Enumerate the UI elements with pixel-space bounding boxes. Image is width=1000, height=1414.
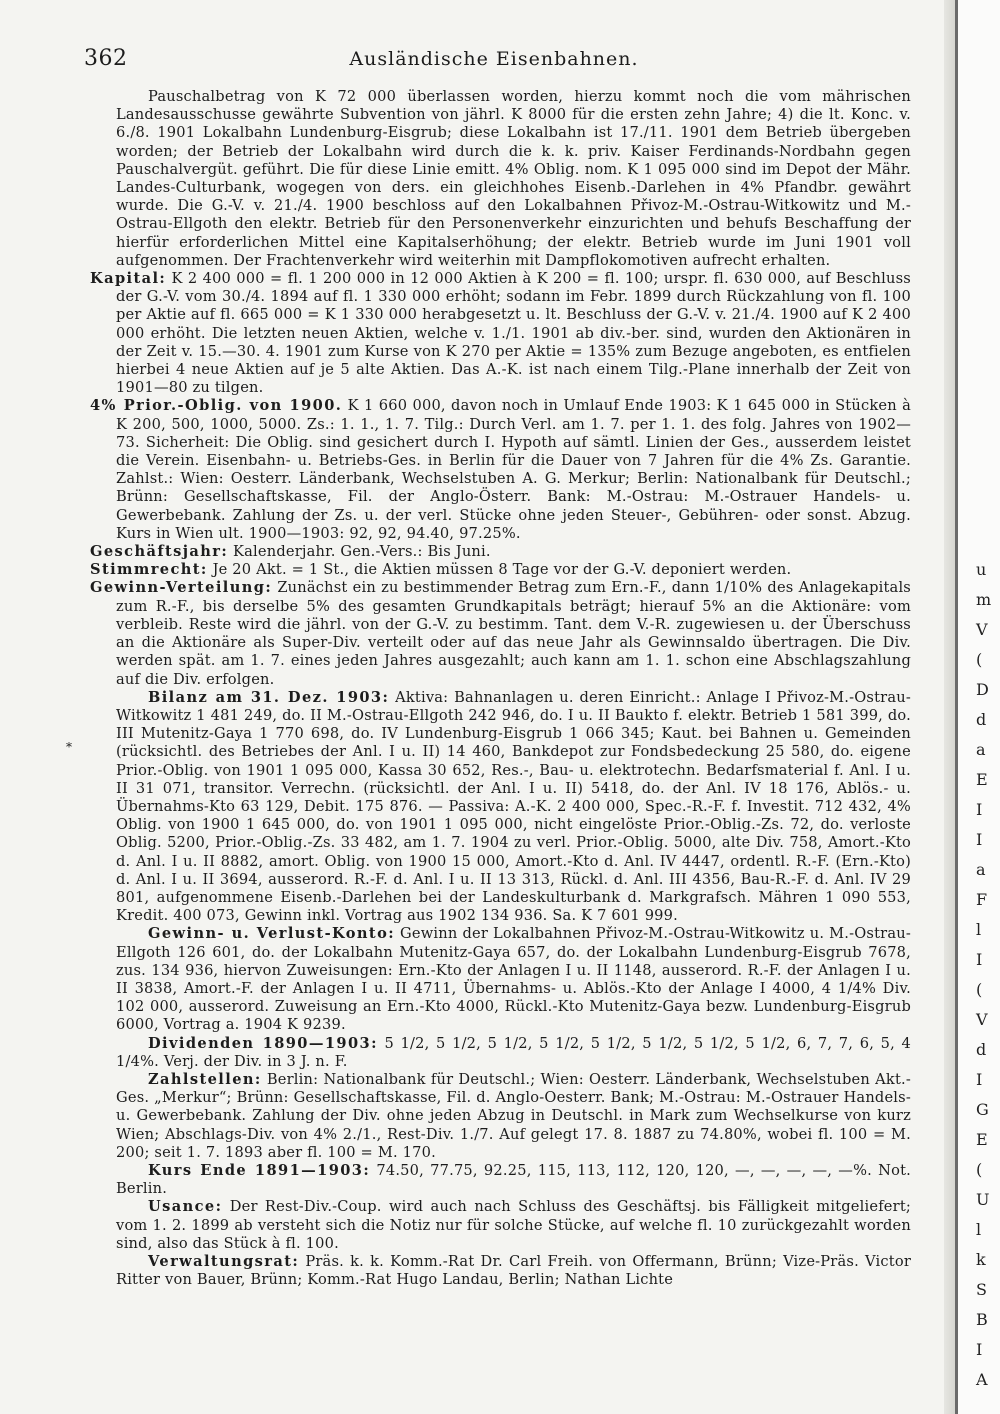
gutter-letter: F: [976, 890, 988, 909]
gutter-letter: u: [976, 560, 987, 579]
gutter-letter: I: [976, 1070, 983, 1089]
paragraph-text: Der Rest-Div.-Coup. wird auch nach Schluss des Geschäftsj. bis Fälligkeit mitgeliefert; vom 1. 2. 1899 ab versteht sich die Notiz nur für solche Stücke, auf welche fl. 10 zurückgezahlt worden sind, also das Stück à fl. 100.: [116, 1198, 911, 1252]
gutter-letter: A: [976, 1370, 988, 1389]
paragraph-text: K 2 400 000 = fl. 1 200 000 in 12 000 Aktien à K 200 = fl. 100; urspr. fl. 630 000, auf Beschluss der G.-V. vom 30./4. 1894 auf fl. 1 330 000 erhöht; sodann im Febr. 1899 durch Rückzahlung von fl. 100 per Aktie auf fl. 665 000 = K 1 330 000 herabgesetzt u. lt. Beschluss der G.-V. v. 21./4. 1900 auf K 2 400 000 erhöht. Die letzten neuen Aktien, welche v. 1./1. 1901 ab div.-ber. sind, wurden den Aktionären in der Zeit v. 15.—30. 4. 1901 zum Kurse von K 270 per Aktie = 135% zum Bezuge angeboten, es entfielen hierbei 4 neue Aktien auf je 5 alte Aktien. Das A.-K. ist nach einem Tilg.-Plane innerhalb der Zeit von 1901—80 zu tilgen.: [116, 270, 911, 397]
gutter-letter: d: [976, 710, 987, 729]
paragraph-zahlstellen: [116, 1071, 911, 1162]
paragraph-gewinn-verteilung: [90, 579, 911, 688]
adjacent-page-edge: [955, 0, 1000, 1414]
gutter-letter: I: [976, 1340, 983, 1359]
paragraph-heading: Verwaltungsrat:: [148, 1253, 300, 1270]
margin-mark: *: [66, 740, 72, 754]
paragraph-heading: Kapital:: [90, 270, 167, 288]
gutter-letter: m: [976, 590, 992, 609]
paragraph-heading: Gewinn- u. Verlust-Konto:: [148, 925, 395, 943]
paragraph-heading: Dividenden 1890—1903:: [148, 1034, 378, 1052]
paragraph-dividenden: [116, 1035, 911, 1071]
gutter-letter: a: [976, 860, 986, 879]
running-title: Ausländische Eisenbahnen.: [349, 48, 639, 70]
document-body: [90, 88, 912, 1289]
gutter-letter: l: [976, 1220, 982, 1239]
paragraph-heading: Zahlstellen:: [148, 1070, 262, 1088]
gutter-letter: I: [976, 830, 983, 849]
paragraph-text: K 1 660 000, davon noch in Umlauf Ende 1903: K 1 645 000 in Stücken à K 200, 500, 1000, 5000. Zs.: 1. 1., 1. 7. Tilg.: Durch Verl. am 1. 7. per 1. 1. des folg. Jahres von 1902—73. Sicherheit: Die Oblig. sind gesichert durch I. Hypoth auf sämtl. Linien der Ges., ausserdem leistet die Verein. Eisenbahn- u. Betriebs-Ges. in Berlin für die Dauer von 7 Jahren für die 4% Zs. Garantie. Zahlst.: Wien: Oesterr. Länderbank, Wechselstuben A. G. Merkur; Berlin: Nationalbank für Deutschl.; Brünn: Gesellschaftskasse, Fil. der Anglo-Österr. Bank: M.-Ostrau: M.-Ostrauer Handels- u. Gewerbebank. Zahlung der Zs. u. der verl. Stücke ohne jeden Steuer-, Gebühren- oder sonst. Abzug. Kurs in Wien ult. 1900—1903: 92, 92, 94.40, 97.25%.: [116, 397, 912, 542]
paragraph-geschaeftsjahr: [90, 543, 911, 561]
paragraph-text: Präs. k. k. Komm.-Rat Dr. Carl Freih. von Offermann, Brünn; Vize-Präs. Victor Ritter von Bauer, Brünn; Komm.-Rat Hugo Landau, Berlin; Nathan Lichte: [116, 1253, 912, 1289]
page-header: [84, 46, 904, 76]
gutter-letter: E: [976, 1130, 988, 1149]
paragraph-text: 74.50, 77.75, 92.25, 115, 113, 112, 120, 120, —, —, —, —, —%. Not. Berlin.: [116, 1161, 912, 1198]
paragraph-intro: [116, 88, 911, 270]
paragraph-text: Zunächst ein zu bestimmender Betrag zum Ern.-F., dann 1/10% des Anlagekapitals zum R.-F., bis derselbe 5% des gesamten Grundkapitals beträgt; hierauf 5% an die Aktionäre: vom verbleib. Reste wird die jährl. von der G.-V. zu bestimm. Tant. dem V.-R. zugewiesen u. der Überschuss an die Aktionäre als Super-Div. verteilt oder auf das neue Jahr als Gewinnsaldo übertragen. Die Div. werden spät. am 1. 7. eines jeden Jahres ausgezahlt; auch kann am 1. 1. schon eine Abschlagszahlung auf die Div. erfolgen.: [116, 579, 911, 688]
gutter-letter: (: [976, 1160, 983, 1179]
paragraph-bilanz: [116, 689, 911, 926]
paragraph-heading: Kurs Ende 1891—1903:: [148, 1161, 371, 1179]
gutter-letter: V: [976, 620, 988, 639]
gutter-letter: G: [976, 1100, 989, 1119]
paragraph-text: Aktiva: Bahnanlagen u. deren Einricht.: Anlage I Přivoz-M.-Ostrau-Witkowitz 1 481 249, do. II M.-Ostrau-Ellgoth 242 946, do. I u. II Baukto f. elektr. Betrieb 1 581 399, do. III Mutenitz-Gaya 1 770 698, do. IV Lundenburg-Eisgrub 1 066 345; Kaut. bei Bahnen u. Gemeinden (rücksichtl. des Betriebes der Anl. I u. II) 14 460, Bankdepot zur Fondsbedeckung 25 580, do. eigene Prior.-Oblig. von 1901 1 095 000, Kassa 30 652, Res.-, Bau- u. elektrotechn. Bedarfsmaterial f. Anl. I u. II 31 071, transitor. Verrechn. (rücksichtl. der Anl. I u. II) 5418, do. der Anl. IV 18 176, Ablös.- u. Übernahms-Kto 63 129, Debit. 175 876. — Passiva: A.-K. 2 400 000, Spec.-R.-F. f. Investit. 712 432, 4% Oblig. von 1900 1 645 000, do. von 1901 1 095 000, nicht eingelöste Prior.-Oblig.-Zs. 72, do. verloste Oblig. 5200, Prior.-Oblig.-Zs. 33 482, am 1. 7. 1904 zu verl. Prior.-Oblig. 5000, alte Div. 758, Amort.-Kto d. Anl. I u. II 8882, amort. Oblig. von 1900 15 000, Amort.-Kto d. Anl. IV 4447, ordentl. R.-F. (Ern.-Kto) d. Anl. I u. II 3694, ausserord. R.-F. d. Anl. I u. II 13 313, Rückl. d. Anl. III 4356, Bau-R.-F. d. Anl. IV 29 801, aufgenommene Eisenb.-Darlehen bei der Landeskulturbank d. Markgrafsch. Mähren 1 090 553, Kredit. 400 073, Gewinn inkl. Vortrag aus 1902 134 936. Sa. K 7 601 999.: [116, 688, 911, 925]
paragraph-heading: Stimmrecht:: [90, 561, 208, 579]
paragraph-text: Je 20 Akt. = 1 St., die Aktien müssen 8 Tage vor der G.-V. deponiert werden.: [212, 561, 792, 579]
paragraph-heading: Bilanz am 31. Dez. 1903:: [148, 688, 390, 706]
paragraph-kurs: [116, 1162, 911, 1198]
gutter-letter: k: [976, 1250, 986, 1269]
gutter-letter: U: [976, 1190, 990, 1209]
paragraph-text: Gewinn der Lokalbahnen Přivoz-M.-Ostrau-Witkowitz u. M.-Ostrau-Ellgoth 126 601, do. der Lokalbahn Mutenitz-Gaya 657, do. der Lokalbahn Lundenburg-Eisgrub 7678, zus. 134 936, hiervon Zuweisungen: Ern.-Kto der Anlagen I u. II 1148, ausserord. R.-F. der Anlagen I u. II 3838, Amort.-F. der Anlagen I u. II 4711, Übernahms- u. Ablös.-Kto der Anlage I 4000, 4 1/4% Div. 102 000, ausserord. Zuweisung an Ern.-Kto 4000, Rückl.-Kto Mutenitz-Gaya bezw. Lundenburg-Eisgrub 6000, Vortrag a. 1904 K 9239.: [116, 925, 911, 1034]
paragraph-text: 5 1/2, 5 1/2, 5 1/2, 5 1/2, 5 1/2, 5 1/2, 5 1/2, 5 1/2, 6, 7, 7, 6, 5, 4 1/4%. Verj. der Div. in 3 J. n. F.: [116, 1034, 911, 1070]
paragraph-usance: [116, 1198, 911, 1253]
paragraph-heading: 4% Prior.-Oblig. von 1900.: [90, 397, 343, 415]
paragraph-text: Kalenderjahr. Gen.-Vers.: Bis Juni.: [233, 543, 491, 561]
gutter-letter: S: [976, 1280, 987, 1299]
paragraph-text: Berlin: Nationalbank für Deutschl.; Wien: Oesterr. Länderbank, Wechselstuben Akt.-Ges. „Merkur“; Brünn: Gesellschaftskasse, Fil. d. Anglo-Oesterr. Bank; M.-Ostrau: M.-Ostrauer Handels- u. Gewerbebank. Zahlung der Div. ohne jeden Abzug in Deutschl. in Mark zum Wechselkurse von kurz Wien; Abschlags-Div. von 4% 2./1., Rest-Div. 1./7. Auf gelegt 17. 8. 1887 zu 74.80%, wobei fl. 100 = M. 200; seit 1. 7. 1893 aber fl. 100 = M. 170.: [116, 1070, 911, 1161]
gutter-letter: I: [976, 800, 983, 819]
page-number: 362: [84, 46, 128, 71]
paragraph-heading: Gewinn-Verteilung:: [90, 579, 273, 597]
gutter-letter: I: [976, 950, 983, 969]
gutter-letter: a: [976, 740, 986, 759]
gutter-letter: (: [976, 980, 983, 999]
paragraph-heading: Usance:: [148, 1198, 223, 1216]
gutter-letter: E: [976, 770, 988, 789]
paragraph-verwaltungsrat: [116, 1253, 911, 1289]
paragraph-prior-oblig: [90, 397, 912, 543]
paragraph-heading: Geschäftsjahr:: [90, 543, 229, 561]
gutter-letter: V: [976, 1010, 988, 1029]
gutter-letter: l: [976, 920, 982, 939]
gutter-letter: D: [976, 680, 989, 699]
paragraph-gewinn-verlust: [116, 925, 911, 1034]
paragraph-kapital: [90, 270, 911, 397]
gutter-letter: (: [976, 650, 983, 669]
paragraph-stimmrecht: [90, 561, 911, 579]
gutter-letter: d: [976, 1040, 987, 1059]
paragraph-text: Pauschalbetrag von K 72 000 überlassen worden, hierzu kommt noch die vom mährischen Landesausschusse gewährte Subvention von jährl. K 8000 für die ersten zehn Jahre; 4) die lt. Konc. v. 6./8. 1901 Lokalbahn Lundenburg-Eisgrub; diese Lokalbahn ist 17./11. 1901 dem Betrieb übergeben worden; der Betrieb der Lokalbahn wird durch die k. k. priv. Kaiser Ferdinands-Nordbahn gegen Pauschalvergüt. geführt. Die für diese Linie emitt. 4% Oblig. nom. K 1 095 000 sind im Depot der Mähr. Landes-Culturbank, wogegen von ders. ein gleichhohes Eisenb.-Darlehen in 4% Pfandbr. gewährt wurde. Die G.-V. v. 21./4. 1900 beschloss auf den Lokalbahnen Přivoz-M.-Ostrau-Witkowitz und M.-Ostrau-Ellgoth den elektr. Betrieb für den Personenverkehr einzurichten und behufs Beschaffung der hierfür erforderlichen Mittel eine Kapitalserhöhung; der elektr. Betrieb wurde im Juni 1901 voll aufgenommen. Der Frachtenverkehr wird weiterhin mit Dampflokomotiven aufrecht erhalten.: [116, 88, 911, 269]
gutter-letter: B: [976, 1310, 988, 1329]
